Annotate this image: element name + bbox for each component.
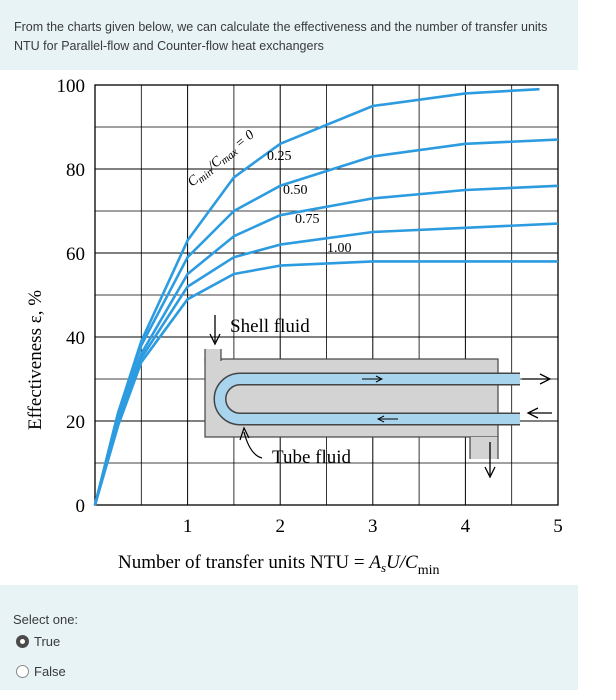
- y-tick-label: 40: [66, 328, 85, 349]
- option-false-label: False: [34, 663, 66, 679]
- question-text: From the charts given below, we can calculate the effectiveness and the number of transfer units NTU for Parallel-flow and Counter-flow heat exchangers: [14, 20, 548, 53]
- tube-fluid-label: Tube fluid: [272, 447, 352, 468]
- x-tick-label: 4: [460, 516, 471, 537]
- curve-label-0-50: 0.50: [283, 183, 308, 198]
- x-tick-label: 2: [275, 516, 285, 537]
- x-tick-label: 1: [182, 516, 193, 537]
- shell-outlet-nozzle: [470, 437, 498, 459]
- radio-false[interactable]: [16, 665, 29, 678]
- y-tick-label: 60: [66, 244, 85, 265]
- shell-inlet-nozzle: [205, 349, 221, 361]
- heat-exchanger-schematic: [205, 315, 552, 477]
- x-axis-label: Number of transfer units NTU = $A_sU/C_{min}$: [118, 552, 440, 578]
- effectiveness-chart: [0, 70, 578, 585]
- y-tick-label: 20: [66, 412, 85, 433]
- select-one-label: Select one:: [13, 612, 79, 627]
- curve-label-0-75: 0.75: [295, 212, 320, 227]
- option-true-label: True: [34, 633, 61, 649]
- option-true[interactable]: [16, 632, 60, 650]
- ratio-label: $C_{min}/C_{max} = 0$: [185, 127, 258, 191]
- y-tick-label: 80: [66, 160, 85, 181]
- curve-label-0-25: 0.25: [267, 149, 292, 164]
- y-tick-label: 0: [75, 496, 85, 517]
- y-axis-label: Effectiveness ε, %: [25, 289, 46, 431]
- x-tick-label: 3: [368, 516, 378, 537]
- effectiveness-ntu-figure: [0, 70, 578, 585]
- curve-label-1-00: 1.00: [327, 241, 352, 256]
- shell-fluid-label: Shell fluid: [230, 316, 310, 337]
- option-false[interactable]: [16, 662, 66, 680]
- x-tick-label: 5: [553, 516, 563, 537]
- y-tick-label: 100: [56, 76, 85, 97]
- radio-true[interactable]: [16, 635, 29, 648]
